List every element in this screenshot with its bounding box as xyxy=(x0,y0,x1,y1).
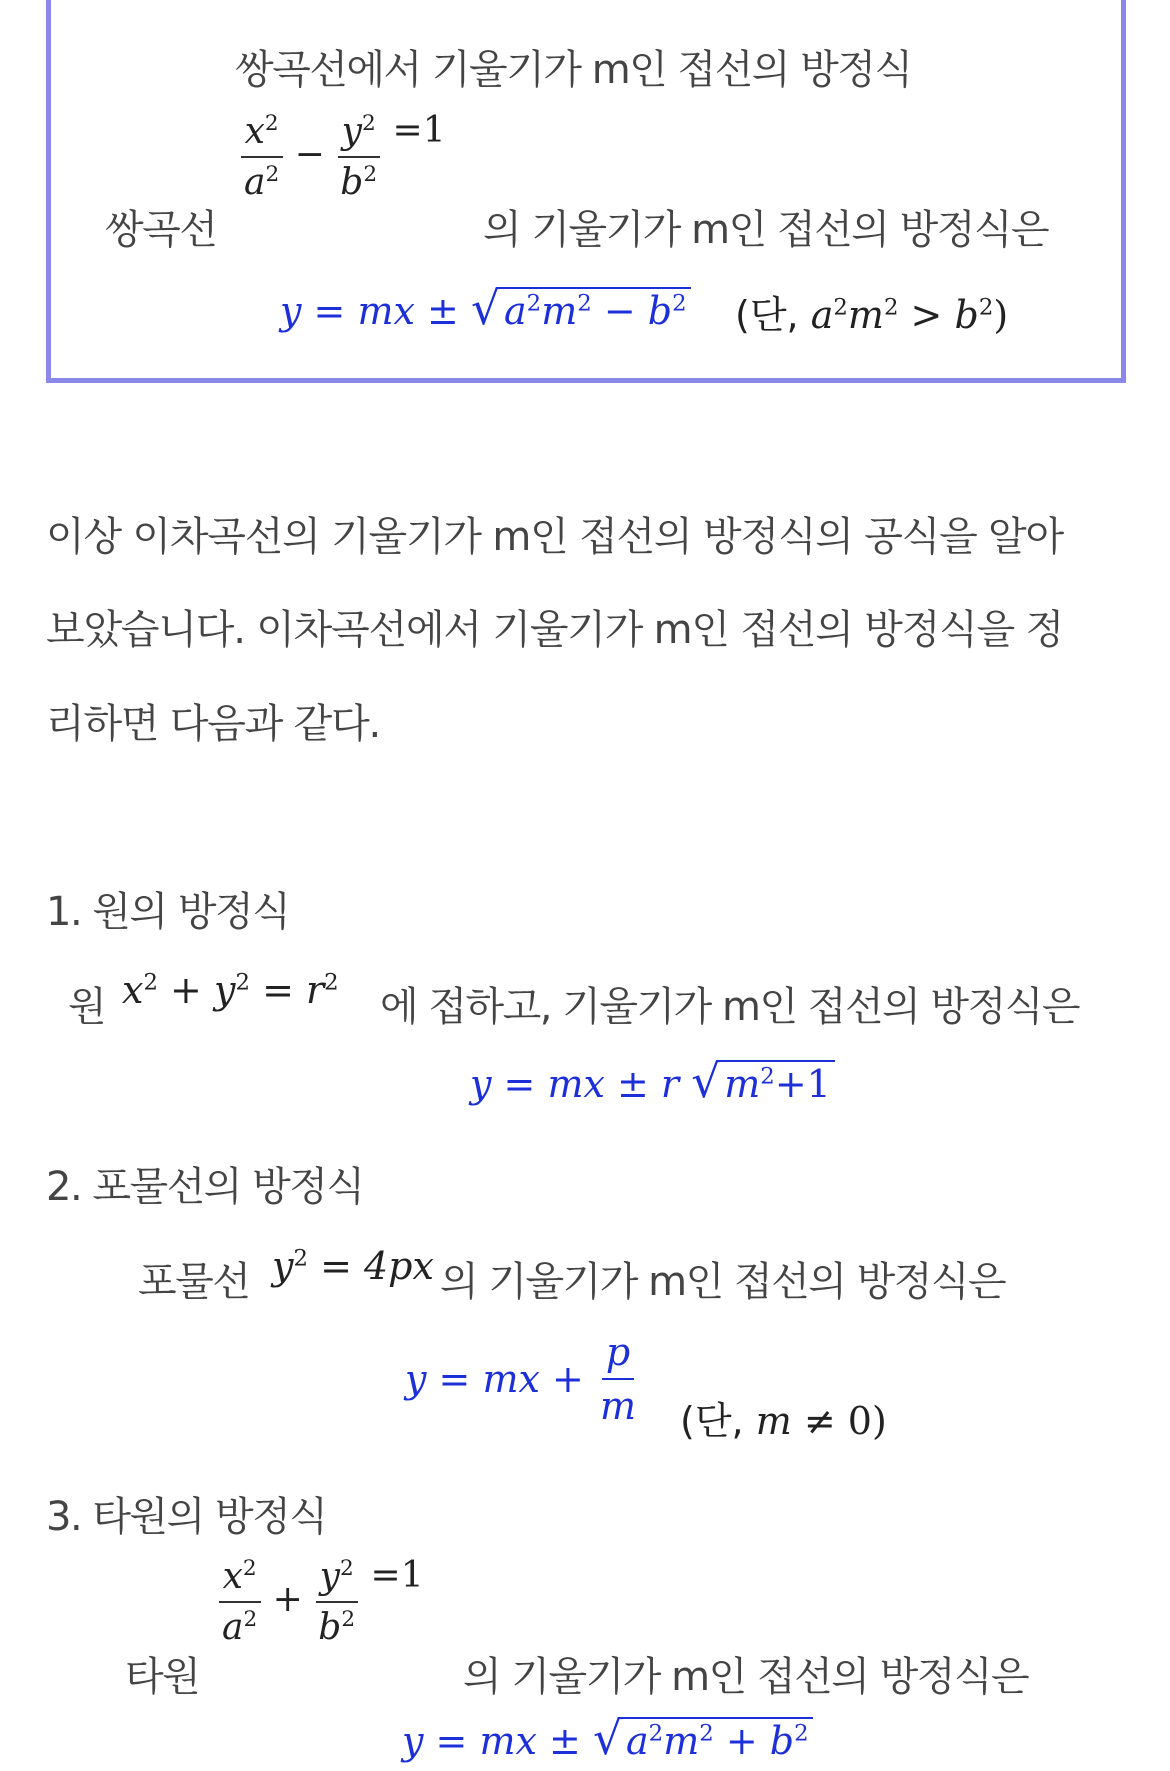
circle-equation: $x^2 + y^2 = r^2$ xyxy=(122,968,339,1012)
parabola-equation: $y^2 = 4px$ xyxy=(272,1244,434,1288)
sqrt-expression: √ $a^2m^2 - b^2$ xyxy=(471,282,691,335)
hyperbola-condition: (단, $a^2m^2 > b^2$) xyxy=(735,293,1009,337)
parabola-condition: (단, m ≠ 0) xyxy=(680,1399,887,1443)
parabola-tangent: y = mx + $\frac{p}{m}$ xyxy=(405,1330,640,1428)
hyperbola-suffix: 의 기울기가 m인 접선의 방정식은 xyxy=(483,207,1049,253)
ellipse-suffix: 의 기울기가 m인 접선의 방정식은 xyxy=(463,1654,1029,1700)
circle-label: 원 xyxy=(68,984,106,1030)
fraction-y-over-b: $\frac{y^2}{b^2}$ xyxy=(336,111,381,203)
parabola-suffix: 의 기울기가 m인 접선의 방정식은 xyxy=(440,1259,1006,1305)
sqrt-expression: √ $a^2m^2 + b^2$ xyxy=(593,1712,813,1765)
sqrt-expression: √ $m^2+1$ xyxy=(691,1055,835,1108)
circle-suffix: 에 접하고, 기울기가 m인 접선의 방정식은 xyxy=(380,984,1079,1030)
fraction-y-over-b: $\frac{y^2}{b^2}$ xyxy=(314,1556,359,1648)
ellipse-tangent: y = mx ± √ $a^2m^2 + b^2$ xyxy=(402,1712,813,1765)
fraction-x-over-a: $\frac{x^2}{a^2}$ xyxy=(240,111,283,203)
circle-heading: 1. 원의 방정식 xyxy=(46,889,290,935)
fraction-x-over-a: $\frac{x^2}{a^2}$ xyxy=(218,1556,261,1648)
hyperbola-equation: $\frac{x^2}{a^2}$ − $\frac{y^2}{b^2}$ =1 xyxy=(240,110,446,203)
hyperbola-label: 쌍곡선 xyxy=(105,207,217,253)
summary-line-2: 보았습니다. 이차곡선에서 기울기가 m인 접선의 방정식을 정 xyxy=(46,607,1063,653)
box-title: 쌍곡선에서 기울기가 m인 접선의 방정식 xyxy=(235,47,912,93)
ellipse-equation: $\frac{x^2}{a^2}$ + $\frac{y^2}{b^2}$ =1 xyxy=(218,1555,424,1648)
summary-line-3: 리하면 다음과 같다. xyxy=(46,701,381,747)
fraction-p-over-m: $\frac{p}{m}$ xyxy=(599,1330,636,1428)
ellipse-heading: 3. 타원의 방정식 xyxy=(46,1494,327,1540)
parabola-label: 포물선 xyxy=(138,1259,250,1305)
parabola-heading: 2. 포물선의 방정식 xyxy=(46,1164,364,1210)
hyperbola-tangent: y = mx ± √ $a^2m^2 - b^2$ xyxy=(280,282,691,335)
summary-line-1: 이상 이차곡선의 기울기가 m인 접선의 방정식의 공식을 알아 xyxy=(46,514,1063,560)
circle-tangent: y = mx ± r √ $m^2+1$ xyxy=(470,1055,835,1108)
ellipse-label: 타원 xyxy=(125,1654,200,1700)
